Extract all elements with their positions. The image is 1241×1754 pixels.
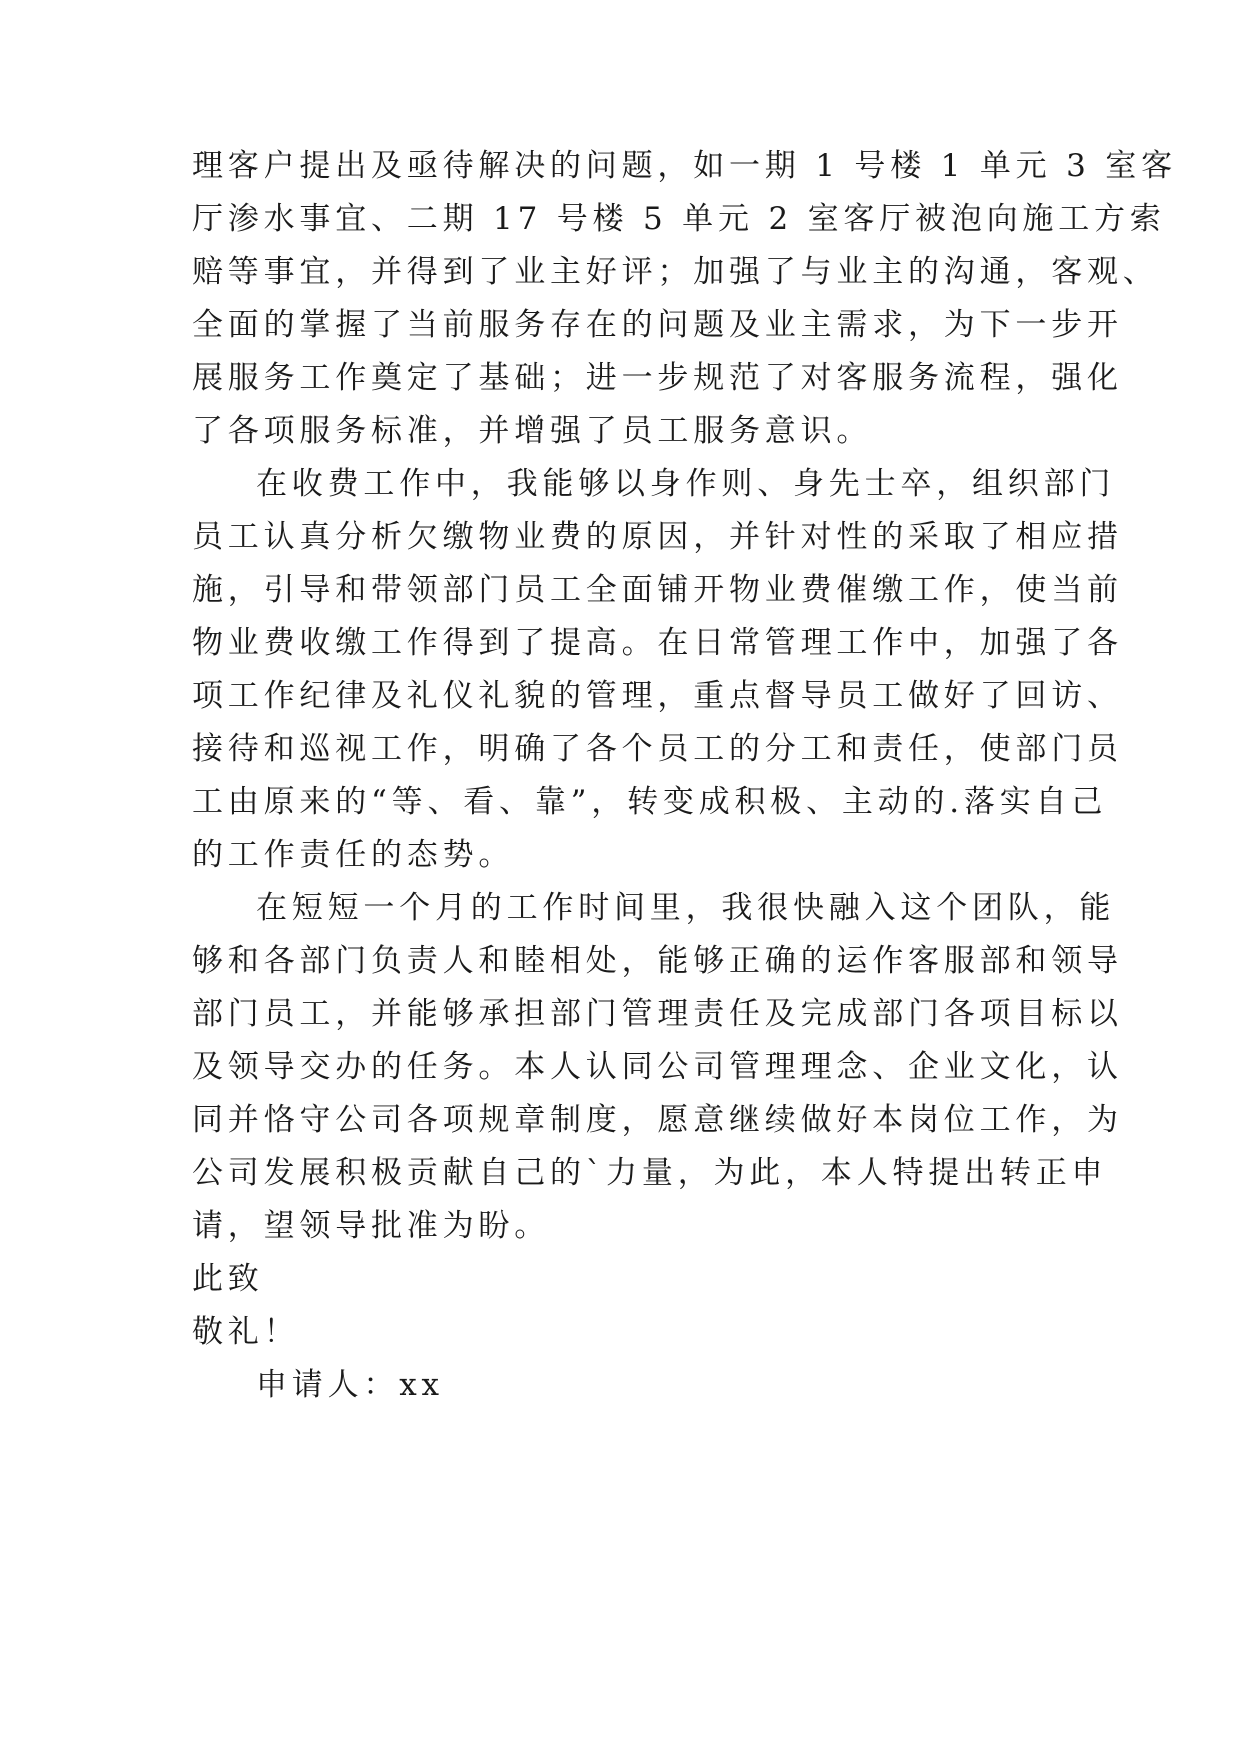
paragraph-3-line-2: 够和各部门负责人和睦相处，能够正确的运作客服部和领导 xyxy=(192,943,1123,979)
paragraph-3-line-5: 同并恪守公司各项规章制度，愿意继续做好本岗位工作，为 xyxy=(192,1102,1123,1138)
paragraph-3-line-1: 在短短一个月的工作时间里，我很快融入这个团队，能 xyxy=(256,890,1116,926)
paragraph-2-line-5: 项工作纪律及礼仪礼貌的管理，重点督导员工做好了回访、 xyxy=(192,678,1123,714)
paragraph-1-line-5: 展服务工作奠定了基础；进一步规范了对客服务流程，强化 xyxy=(192,360,1123,396)
paragraph-2-line-6: 接待和巡视工作，明确了各个员工的分工和责任，使部门员 xyxy=(192,731,1123,767)
paragraph-2-line-7: 工由原来的“等、看、靠”，转变成积极、主动的.落实自己 xyxy=(192,784,1108,820)
paragraph-2-line-4: 物业费收缴工作得到了提高。在日常管理工作中，加强了各 xyxy=(192,625,1123,661)
paragraph-1-line-2: 厅渗水事宜、二期 17 号楼 5 单元 2 室客厅被泡向施工方索 xyxy=(192,201,1166,237)
paragraph-3-line-7: 请，望领导批准为盼。 xyxy=(192,1208,550,1244)
paragraph-2-line-8: 的工作责任的态势。 xyxy=(192,837,515,873)
paragraph-2-line-1: 在收费工作中，我能够以身作则、身先士卒，组织部门 xyxy=(256,466,1116,502)
paragraph-1-line-3: 赔等事宜，并得到了业主好评；加强了与业主的沟通，客观、 xyxy=(192,254,1159,290)
paragraph-2-line-2: 员工认真分析欠缴物业费的原因，并针对性的采取了相应措 xyxy=(192,519,1123,555)
paragraph-3-line-4: 及领导交办的任务。本人认同公司管理理念、企业文化，认 xyxy=(192,1049,1123,1085)
closing-text: 此致 xyxy=(192,1261,264,1297)
paragraph-1-line-6: 了各项服务标准，并增强了员工服务意识。 xyxy=(192,413,873,449)
signature-line: 申请人：xx xyxy=(256,1367,444,1403)
paragraph-3-line-6: 公司发展积极贡献自己的`力量，为此，本人特提出转正申 xyxy=(192,1155,1108,1191)
paragraph-2-line-3: 施，引导和带领部门员工全面铺开物业费催缴工作，使当前 xyxy=(192,572,1123,608)
paragraph-1-line-1: 理客户提出及亟待解决的问题，如一期 1 号楼 1 单元 3 室客 xyxy=(192,148,1177,184)
salute-text: 敬礼！ xyxy=(192,1314,300,1350)
paragraph-1-line-4: 全面的掌握了当前服务存在的问题及业主需求，为下一步开 xyxy=(192,307,1123,343)
paragraph-3-line-3: 部门员工，并能够承担部门管理责任及完成部门各项目标以 xyxy=(192,996,1123,1032)
